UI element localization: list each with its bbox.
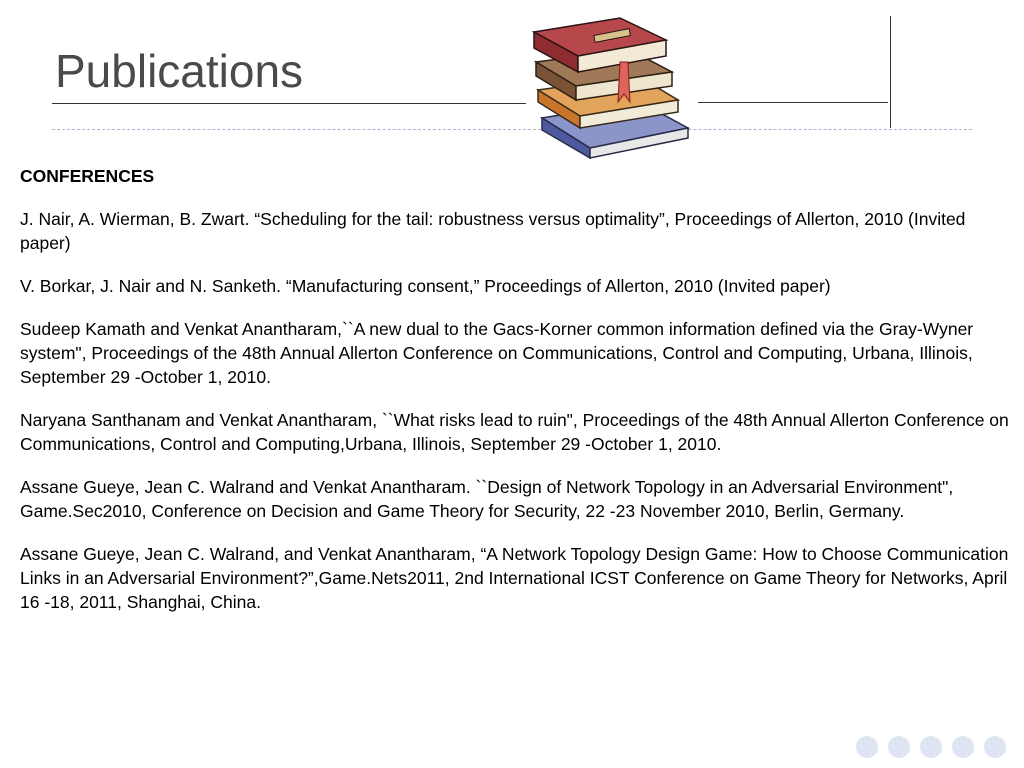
title-underline-left	[52, 103, 526, 104]
reference-item: V. Borkar, J. Nair and N. Sanketh. “Manufacturing consent,” Proceedings of Allerton, 2010 (Invited paper)	[20, 276, 831, 296]
publications-list	[20, 164, 1010, 633]
nav-dot-icon	[984, 736, 1006, 758]
nav-dot-icon	[952, 736, 974, 758]
nav-dot-icon	[856, 736, 878, 758]
books-stack-icon	[520, 10, 700, 162]
title-underline-right	[698, 102, 888, 103]
reference-item: Sudeep Kamath and Venkat Anantharam,``A new dual to the Gacs-Korner common information defined via the Gray-Wyner system", Proceedings of the 48th Annual Allerton Conference on Communications, Control and Computing, Urbana, Illinois, September 29 -October 1, 2010.	[20, 319, 974, 387]
slide-title: Publications	[55, 45, 304, 97]
reference-item: J. Nair, A. Wierman, B. Zwart. “Scheduling for the tail: robustness versus optimality”, Proceedings of Allerton, 2010 (Invited paper)	[20, 209, 966, 253]
dashed-separator	[52, 129, 972, 130]
reference-item: Naryana Santhanam and Venkat Anantharam, ``What risks lead to ruin", Proceedings of the 48th Annual Allerton Conference on Communications, Control and Computing,Urbana, Illinois, September 29 -October 1, 2010.	[20, 410, 1009, 454]
slide-nav-dots	[856, 736, 1006, 758]
nav-dot-icon	[920, 736, 942, 758]
vertical-divider	[890, 16, 891, 128]
nav-dot-icon	[888, 736, 910, 758]
reference-item: Assane Gueye, Jean C. Walrand, and Venkat Anantharam, “A Network Topology Design Game: How to Choose Communication Links in an Adversarial Environment?”,Game.Nets2011, 2nd International ICST Conference on Game Theory for Networks, April 16 -18, 2011, Shanghai, China.	[20, 544, 1009, 612]
reference-item: Assane Gueye, Jean C. Walrand and Venkat Anantharam. ``Design of Network Topology in an Adversarial Environment", Game.Sec2010, Conference on Decision and Game Theory for Security, 22 -23 November 2010, Berlin, Germany.	[20, 477, 954, 521]
section-heading: CONFERENCES	[20, 166, 155, 186]
